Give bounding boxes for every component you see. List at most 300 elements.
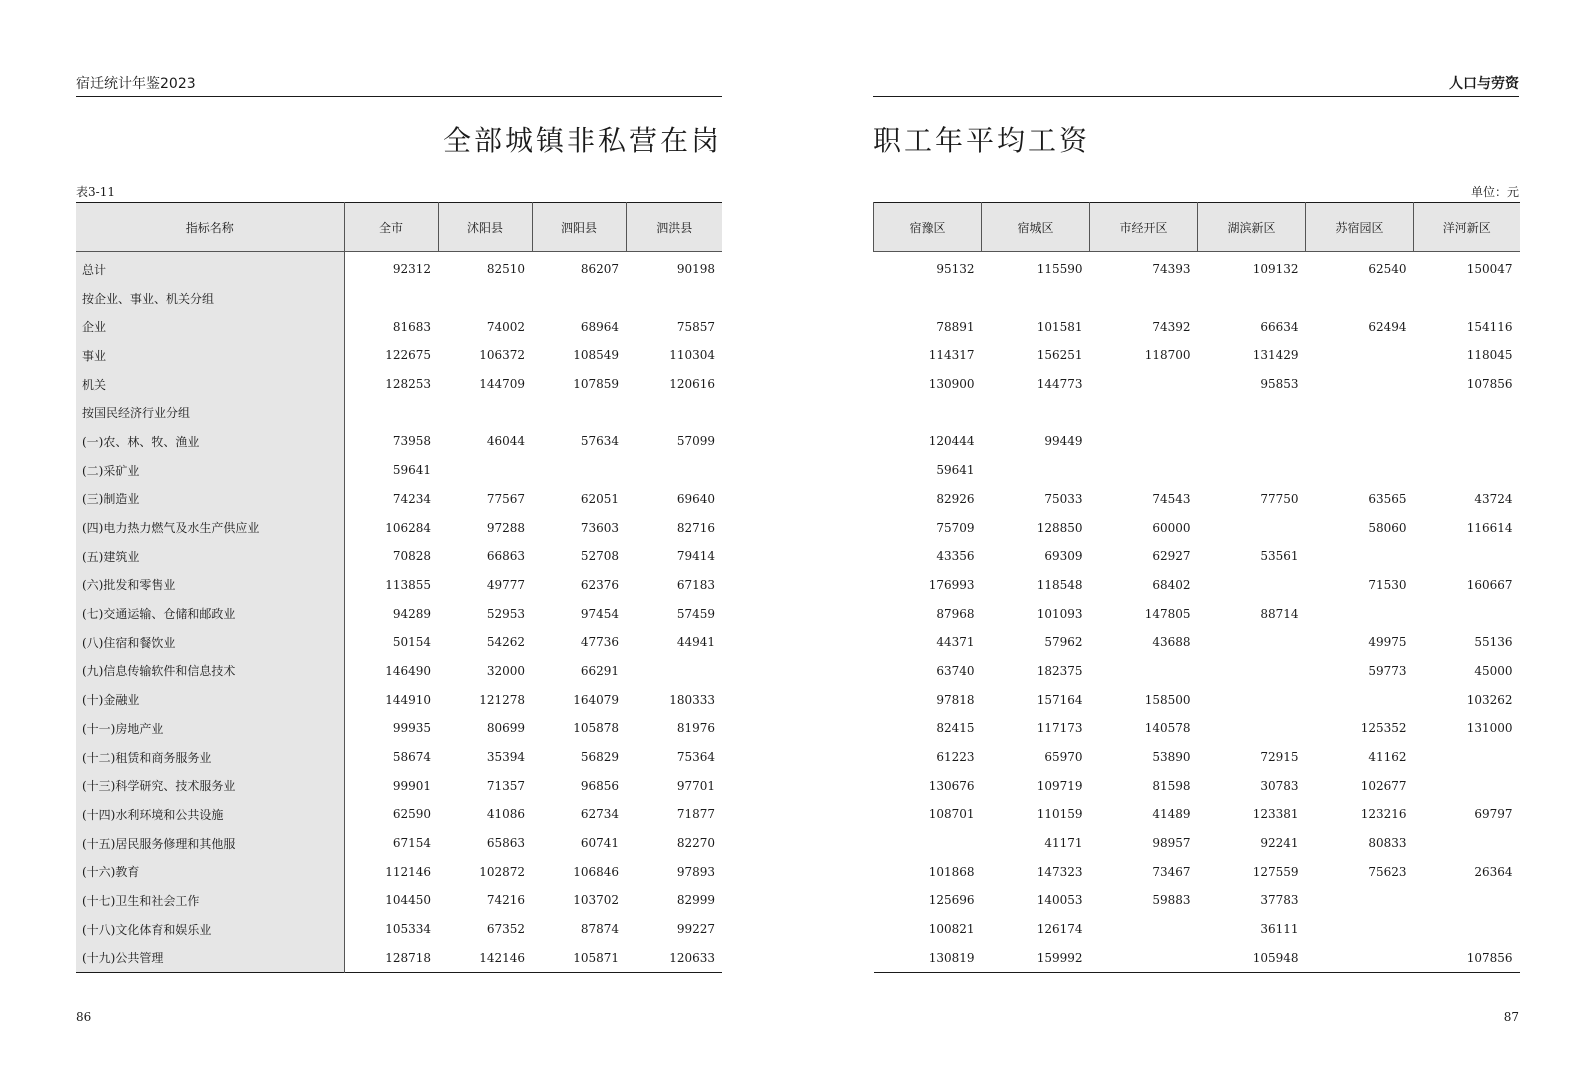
table-cell: 128253 <box>385 377 431 392</box>
table-cell <box>344 398 438 427</box>
table-cell <box>626 657 722 686</box>
table-cell: 157164 <box>1036 692 1083 707</box>
table-row <box>874 542 1520 571</box>
column-header: 全市 <box>344 203 438 252</box>
table-cell: 126174 <box>1036 922 1083 937</box>
table-cell: 99901 <box>392 778 431 793</box>
table-row <box>76 743 722 772</box>
indicator-name: 按企业、事业、机关分组 <box>76 284 344 313</box>
table-cell: 100821 <box>928 922 975 937</box>
table-cell: 62927 <box>1152 549 1191 564</box>
title-part-1: 全部城镇非私营在岗 <box>442 124 722 157</box>
table-cell: 81976 <box>676 721 715 736</box>
table-cell: 147323 <box>1036 864 1083 879</box>
table-cell: 160667 <box>1466 577 1513 592</box>
table-row <box>76 571 722 600</box>
table-row <box>874 886 1520 915</box>
table-cell <box>1306 456 1414 485</box>
column-header: 宿豫区 <box>874 203 982 252</box>
table-cell <box>1090 284 1198 313</box>
indicator-name: 按国民经济行业分组 <box>76 398 344 427</box>
indicator-name: (八)住宿和餐饮业 <box>76 628 344 657</box>
table-row <box>874 857 1520 886</box>
unit-label: 单位：元 <box>1470 185 1519 199</box>
table-cell <box>626 398 722 427</box>
table-cell: 75623 <box>1368 864 1407 879</box>
table-cell: 106284 <box>385 520 431 535</box>
table-cell: 95853 <box>1260 377 1299 392</box>
table-cell: 154116 <box>1466 319 1513 334</box>
table-cell: 62540 <box>1368 262 1407 277</box>
table-cell: 58674 <box>392 750 431 765</box>
table-cell: 46044 <box>486 434 525 449</box>
table-cell: 140578 <box>1144 721 1191 736</box>
table-cell: 96856 <box>580 778 619 793</box>
table-cell: 59773 <box>1368 663 1407 678</box>
table-cell: 92241 <box>1260 836 1299 851</box>
table-cell: 44941 <box>676 635 715 650</box>
table-cell: 105878 <box>573 721 619 736</box>
table-cell: 113855 <box>385 577 431 592</box>
table-cell <box>532 398 626 427</box>
table-row <box>76 657 722 686</box>
table-cell <box>874 398 982 427</box>
table-cell: 62376 <box>580 577 619 592</box>
table-row <box>76 456 722 485</box>
table-row <box>874 284 1520 313</box>
table-cell: 95132 <box>936 262 975 277</box>
table-cell <box>1414 886 1520 915</box>
table-cell: 107856 <box>1466 950 1513 965</box>
table-cell: 99227 <box>676 922 715 937</box>
table-cell: 49975 <box>1368 635 1407 650</box>
indicator-name: (七)交通运输、仓储和邮政业 <box>76 599 344 628</box>
indicator-name: (四)电力热力燃气及水生产供应业 <box>76 513 344 542</box>
table-cell: 75033 <box>1044 491 1083 506</box>
table-cell: 86207 <box>580 262 619 277</box>
table-cell: 36111 <box>1260 922 1299 937</box>
table-cell: 35394 <box>486 750 525 765</box>
table-cell: 43356 <box>936 549 975 564</box>
table-cell: 73958 <box>392 434 431 449</box>
table-cell: 47736 <box>580 635 619 650</box>
table-cell: 70828 <box>392 549 431 564</box>
table-cell: 74392 <box>1152 319 1191 334</box>
page-number-left: 86 <box>76 1010 92 1024</box>
table-cell <box>532 284 626 313</box>
table-cell: 144709 <box>479 377 525 392</box>
table-cell <box>1090 427 1198 456</box>
table-cell: 101868 <box>928 864 975 879</box>
indicator-name: 企业 <box>76 312 344 341</box>
table-cell: 80699 <box>486 721 525 736</box>
table-cell: 71357 <box>486 778 525 793</box>
table-cell: 63565 <box>1368 491 1407 506</box>
table-cell <box>1414 771 1520 800</box>
indicator-name: (一)农、林、牧、渔业 <box>76 427 344 456</box>
table-row <box>874 485 1520 514</box>
column-header: 湖滨新区 <box>1198 203 1306 252</box>
running-head-left: 宿迁统计年鉴2023 <box>76 74 722 97</box>
table-cell: 110159 <box>1036 807 1083 822</box>
table-cell: 79414 <box>676 549 715 564</box>
table-cell: 180333 <box>669 692 715 707</box>
table-cell: 101581 <box>1036 319 1083 334</box>
table-cell <box>626 284 722 313</box>
table-cell: 105871 <box>573 950 619 965</box>
table-cell <box>438 284 532 313</box>
table-cell <box>1090 370 1198 399</box>
table-cell: 62494 <box>1368 319 1407 334</box>
table-cell: 41171 <box>1044 836 1083 851</box>
table-cell: 62734 <box>580 807 619 822</box>
table-cell: 41086 <box>486 807 525 822</box>
table-row <box>874 685 1520 714</box>
table-cell <box>626 456 722 485</box>
indicator-name: 事业 <box>76 341 344 370</box>
table-cell: 112146 <box>385 864 431 879</box>
table-cell: 75364 <box>676 750 715 765</box>
indicator-name: (十四)水利环境和公共设施 <box>76 800 344 829</box>
table-cell: 123381 <box>1252 807 1299 822</box>
table-row <box>76 370 722 399</box>
table-cell: 77750 <box>1260 491 1299 506</box>
table-cell: 147805 <box>1144 606 1191 621</box>
right-page <box>873 0 1519 1077</box>
table-cell: 73467 <box>1152 864 1191 879</box>
table-cell: 102677 <box>1360 778 1407 793</box>
indicator-name: (六)批发和零售业 <box>76 571 344 600</box>
table-cell: 128718 <box>385 950 431 965</box>
table-cell <box>1306 370 1414 399</box>
table-cell: 59641 <box>392 463 431 478</box>
table-cell: 97701 <box>676 778 715 793</box>
indicator-name: (二)采矿业 <box>76 456 344 485</box>
table-row <box>874 341 1520 370</box>
table-cell <box>1306 542 1414 571</box>
table-row <box>76 829 722 858</box>
table-cell: 104450 <box>385 893 431 908</box>
table-cell <box>1306 398 1414 427</box>
table-cell: 54262 <box>486 635 525 650</box>
table-cell: 75857 <box>676 319 715 334</box>
table-row <box>76 886 722 915</box>
table-cell: 74002 <box>486 319 525 334</box>
table-cell: 61223 <box>936 750 975 765</box>
table-cell <box>874 829 982 858</box>
table-cell: 57634 <box>580 434 619 449</box>
table-row <box>76 771 722 800</box>
table-row <box>874 800 1520 829</box>
table-cell: 66634 <box>1260 319 1299 334</box>
indicator-name: 机关 <box>76 370 344 399</box>
column-header: 苏宿园区 <box>1306 203 1414 252</box>
table-cell: 99449 <box>1044 434 1083 449</box>
table-row <box>874 771 1520 800</box>
table-cell: 109719 <box>1036 778 1083 793</box>
table-cell: 43688 <box>1152 635 1191 650</box>
table-cell: 74234 <box>392 491 431 506</box>
table-cell: 82510 <box>486 262 525 277</box>
table-cell: 78891 <box>936 319 975 334</box>
table-cell: 74393 <box>1152 262 1191 277</box>
table-cell: 32000 <box>486 663 525 678</box>
table-row <box>76 628 722 657</box>
table-cell: 101093 <box>1036 606 1083 621</box>
table-cell: 115590 <box>1036 262 1083 277</box>
table-cell: 114317 <box>928 348 975 363</box>
table-cell: 52708 <box>580 549 619 564</box>
table-row <box>874 944 1520 973</box>
table-cell: 55136 <box>1474 635 1513 650</box>
table-cell: 41489 <box>1152 807 1191 822</box>
table-cell <box>982 456 1090 485</box>
table-cell: 65863 <box>486 836 525 851</box>
table-cell: 97818 <box>936 692 975 707</box>
table-cell: 130900 <box>928 377 975 392</box>
table-row <box>874 427 1520 456</box>
table-cell: 105948 <box>1252 950 1299 965</box>
table-cell: 106372 <box>479 348 525 363</box>
table-cell: 144910 <box>385 692 431 707</box>
indicator-name: (十九)公共管理 <box>76 944 344 973</box>
table-cell: 106846 <box>573 864 619 879</box>
column-header: 指标名称 <box>76 203 344 252</box>
table-cell <box>1198 571 1306 600</box>
table-cell: 118548 <box>1036 577 1083 592</box>
indicator-name: 总计 <box>76 252 344 284</box>
table-cell: 90198 <box>676 262 715 277</box>
table-cell: 71530 <box>1368 577 1407 592</box>
table-cell: 131000 <box>1466 721 1513 736</box>
indicator-name: (十八)文化体育和娱乐业 <box>76 915 344 944</box>
table-cell: 131429 <box>1252 348 1299 363</box>
table-cell: 77567 <box>486 491 525 506</box>
table-cell: 130676 <box>928 778 975 793</box>
table-cell: 82270 <box>676 836 715 851</box>
table-cell <box>1414 829 1520 858</box>
table-cell: 116614 <box>1466 520 1513 535</box>
table-cell: 98957 <box>1152 836 1191 851</box>
table-cell: 159992 <box>1036 950 1083 965</box>
table-cell: 118700 <box>1144 348 1191 363</box>
table-cell <box>344 284 438 313</box>
table-cell: 82415 <box>936 721 975 736</box>
table-cell: 107856 <box>1466 377 1513 392</box>
table-cell <box>1198 628 1306 657</box>
page-number-right: 87 <box>1503 1010 1519 1024</box>
table-cell: 156251 <box>1036 348 1083 363</box>
wage-table-right <box>873 202 1520 973</box>
table-cell: 123216 <box>1360 807 1407 822</box>
table-cell <box>1414 743 1520 772</box>
table-cell <box>1414 456 1520 485</box>
table-cell: 60000 <box>1152 520 1191 535</box>
table-cell: 99935 <box>392 721 431 736</box>
table-cell: 108701 <box>928 807 975 822</box>
table-cell: 97288 <box>486 520 525 535</box>
table-cell: 142146 <box>479 950 525 965</box>
table-cell: 109132 <box>1252 262 1299 277</box>
table-cell <box>1198 685 1306 714</box>
table-cell: 150047 <box>1466 262 1513 277</box>
table-cell <box>982 398 1090 427</box>
table-cell: 58060 <box>1368 520 1407 535</box>
table-row <box>76 485 722 514</box>
table-cell: 120616 <box>669 377 715 392</box>
table-row <box>76 312 722 341</box>
column-header: 市经开区 <box>1090 203 1198 252</box>
table-cell <box>1198 456 1306 485</box>
column-header: 洋河新区 <box>1414 203 1520 252</box>
table-cell: 49777 <box>486 577 525 592</box>
table-row <box>76 398 722 427</box>
table-cell: 69309 <box>1044 549 1083 564</box>
table-cell: 130819 <box>928 950 975 965</box>
table-row <box>874 370 1520 399</box>
table-cell: 80833 <box>1368 836 1407 851</box>
table-cell: 67183 <box>676 577 715 592</box>
table-cell: 127559 <box>1252 864 1299 879</box>
left-page <box>76 0 722 1077</box>
table-cell: 102872 <box>479 864 525 879</box>
table-cell <box>1306 341 1414 370</box>
indicator-name: (十二)租赁和商务服务业 <box>76 743 344 772</box>
table-cell: 69640 <box>676 491 715 506</box>
table-cell <box>1198 398 1306 427</box>
table-cell: 182375 <box>1036 663 1083 678</box>
table-row <box>76 944 722 973</box>
table-row <box>76 915 722 944</box>
table-cell: 71877 <box>676 807 715 822</box>
indicator-name: (十一)房地产业 <box>76 714 344 743</box>
indicator-name: (十七)卫生和社会工作 <box>76 886 344 915</box>
table-cell <box>1414 427 1520 456</box>
table-cell: 73603 <box>580 520 619 535</box>
table-row <box>874 513 1520 542</box>
table-cell <box>1306 886 1414 915</box>
table-cell: 125696 <box>928 893 975 908</box>
table-cell: 53561 <box>1260 549 1299 564</box>
table-cell: 88714 <box>1260 606 1299 621</box>
table-cell <box>874 284 982 313</box>
table-cell: 57099 <box>676 434 715 449</box>
column-header: 泗洪县 <box>626 203 722 252</box>
column-header: 宿城区 <box>982 203 1090 252</box>
table-cell: 69797 <box>1474 807 1513 822</box>
table-cell: 103262 <box>1466 692 1513 707</box>
table-cell: 45000 <box>1474 663 1513 678</box>
table-cell <box>1306 915 1414 944</box>
table-cell: 52953 <box>486 606 525 621</box>
table-cell: 105334 <box>385 922 431 937</box>
table-cell: 146490 <box>385 663 431 678</box>
table-cell: 87874 <box>580 922 619 937</box>
table-cell: 59641 <box>936 463 975 478</box>
table-cell <box>1090 657 1198 686</box>
table-cell: 103702 <box>573 893 619 908</box>
table-row <box>76 542 722 571</box>
table-row <box>76 284 722 313</box>
wage-table-left <box>76 202 722 973</box>
table-cell: 30783 <box>1260 778 1299 793</box>
table-cell: 82716 <box>676 520 715 535</box>
table-row <box>76 857 722 886</box>
table-number: 表3-11 <box>76 185 115 199</box>
table-cell: 62051 <box>580 491 619 506</box>
table-cell <box>1306 599 1414 628</box>
title-part-2: 职工年平均工资 <box>873 124 1091 157</box>
table-row <box>874 312 1520 341</box>
table-cell: 164079 <box>573 692 619 707</box>
table-cell: 97454 <box>580 606 619 621</box>
indicator-name: (九)信息传输软件和信息技术 <box>76 657 344 686</box>
table-cell: 128850 <box>1036 520 1083 535</box>
table-cell: 87968 <box>936 606 975 621</box>
table-cell: 26364 <box>1474 864 1513 879</box>
table-row <box>874 628 1520 657</box>
table-cell <box>438 456 532 485</box>
table-cell: 120633 <box>669 950 715 965</box>
table-cell <box>1198 513 1306 542</box>
table-row <box>874 829 1520 858</box>
table-cell <box>1306 685 1414 714</box>
table-cell <box>1090 456 1198 485</box>
table-row <box>874 743 1520 772</box>
table-cell: 144773 <box>1036 377 1083 392</box>
table-cell: 57459 <box>676 606 715 621</box>
table-cell: 44371 <box>936 635 975 650</box>
table-cell: 56829 <box>580 750 619 765</box>
table-cell <box>1414 915 1520 944</box>
table-cell <box>532 456 626 485</box>
table-row <box>874 599 1520 628</box>
table-row <box>76 252 722 284</box>
table-row <box>76 513 722 542</box>
table-cell: 81683 <box>392 319 431 334</box>
indicator-name: (十五)居民服务修理和其他服 <box>76 829 344 858</box>
table-cell: 63740 <box>936 663 975 678</box>
table-row <box>874 714 1520 743</box>
indicator-name: (十三)科学研究、技术服务业 <box>76 771 344 800</box>
table-cell: 68402 <box>1152 577 1191 592</box>
running-head-right: 人口与劳资 <box>873 74 1519 97</box>
table-row <box>76 599 722 628</box>
table-cell: 68964 <box>580 319 619 334</box>
table-cell: 82999 <box>676 893 715 908</box>
table-row <box>874 571 1520 600</box>
indicator-name: (三)制造业 <box>76 485 344 514</box>
table-row <box>76 427 722 456</box>
table-cell: 67154 <box>392 836 431 851</box>
table-cell: 53890 <box>1152 750 1191 765</box>
table-cell: 176993 <box>928 577 975 592</box>
table-cell: 92312 <box>392 262 431 277</box>
table-cell <box>438 398 532 427</box>
table-cell: 107859 <box>573 377 619 392</box>
table-row <box>874 456 1520 485</box>
table-cell: 121278 <box>479 692 525 707</box>
table-cell: 108549 <box>573 348 619 363</box>
table-cell: 97893 <box>676 864 715 879</box>
table-row <box>874 657 1520 686</box>
table-cell: 158500 <box>1144 692 1191 707</box>
table-row <box>874 915 1520 944</box>
table-cell <box>1306 944 1414 973</box>
table-cell: 74543 <box>1152 491 1191 506</box>
table-cell: 122675 <box>385 348 431 363</box>
indicator-name: (五)建筑业 <box>76 542 344 571</box>
